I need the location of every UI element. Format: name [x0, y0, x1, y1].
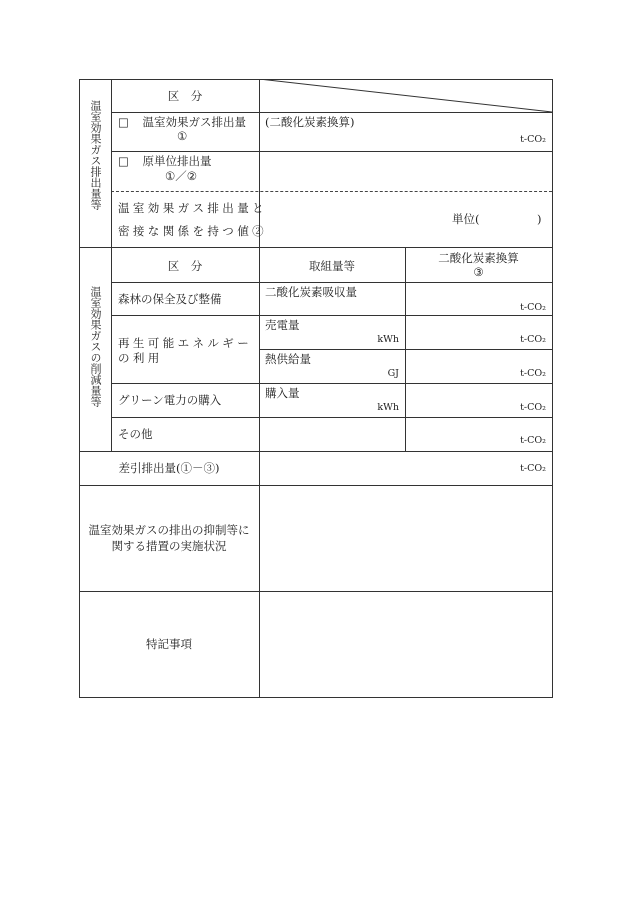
- checkbox-unit-emission[interactable]: □: [118, 154, 129, 168]
- section2-title: 温室効果ガスの削減量等: [89, 286, 102, 407]
- row-divider: [111, 282, 552, 283]
- row-divider: [79, 485, 552, 486]
- sold-power-label: 売電量: [265, 318, 300, 332]
- other-co2-unit: t-CO₂: [520, 435, 546, 446]
- purchase-unit: kWh: [377, 402, 399, 413]
- section1-header: 区 分: [167, 89, 203, 103]
- co2-conversion-note: (二酸化炭素換算): [265, 115, 355, 129]
- table-border-left: [79, 79, 80, 698]
- sold-power-unit: kWh: [377, 334, 399, 345]
- forest-absorption-note: 二酸化炭素吸収量: [265, 285, 357, 299]
- mark-1-over-2: ①／②: [165, 169, 198, 183]
- section1-title: 温室効果ガス排出量等: [89, 100, 102, 210]
- diagonal-slash: [259, 79, 553, 113]
- green-power-co2-unit: t-CO₂: [520, 402, 546, 413]
- unit-t-co2: t-CO₂: [520, 134, 546, 145]
- renewable-label-line2: の利用: [118, 351, 163, 365]
- row-divider: [111, 151, 552, 152]
- section2-header-category: 区 分: [167, 259, 203, 273]
- forest-unit: t-CO₂: [520, 302, 546, 313]
- row-divider: [111, 417, 552, 418]
- related-value-line1: 温室効果ガス排出量と: [118, 201, 267, 215]
- section2-header-co2: 二酸化炭素換算: [438, 251, 519, 265]
- section-divider: [79, 451, 552, 452]
- section-divider: [79, 247, 552, 248]
- checkbox-total-emission[interactable]: □: [118, 115, 129, 129]
- row-divider: [111, 383, 552, 384]
- renewable-label-line1: 再生可能エネルギー: [118, 336, 253, 350]
- purchase-amount-label: 購入量: [265, 386, 300, 400]
- green-power-label: グリーン電力の購入: [118, 393, 222, 407]
- row-total-emission-label: □ 温室効果ガス排出量: [118, 115, 247, 129]
- unit-blank-field[interactable]: 単位( ): [452, 212, 542, 226]
- dashed-divider: [111, 191, 552, 192]
- remarks-label: 特記事項: [146, 637, 192, 651]
- table-border-right: [552, 79, 553, 698]
- heat-supply-label: 熱供給量: [265, 352, 311, 366]
- measures-label-line2: 関する措置の実施状況: [111, 539, 227, 553]
- table-border-bottom: [79, 697, 552, 698]
- sold-power-co2-unit: t-CO₂: [520, 334, 546, 345]
- row-divider: [111, 315, 552, 316]
- mark-1: ①: [177, 129, 188, 143]
- heat-supply-unit: GJ: [387, 368, 399, 379]
- section2-header-amount: 取組量等: [309, 259, 355, 273]
- related-value-line2: 密接な関係を持つ値②: [118, 224, 267, 238]
- heat-supply-co2-unit: t-CO₂: [520, 368, 546, 379]
- net-emission-label: 差引排出量(①－③): [118, 461, 220, 475]
- row-unit-emission-label: □ 原単位排出量: [118, 154, 212, 168]
- other-label: その他: [118, 427, 153, 441]
- net-emission-unit: t-CO₂: [520, 463, 546, 474]
- mark-3: ③: [473, 265, 484, 279]
- row-divider: [79, 591, 552, 592]
- forest-label: 森林の保全及び整備: [118, 292, 222, 306]
- measures-label-line1: 温室効果ガスの排出の抑制等に: [88, 523, 250, 537]
- column-divider: [259, 79, 260, 698]
